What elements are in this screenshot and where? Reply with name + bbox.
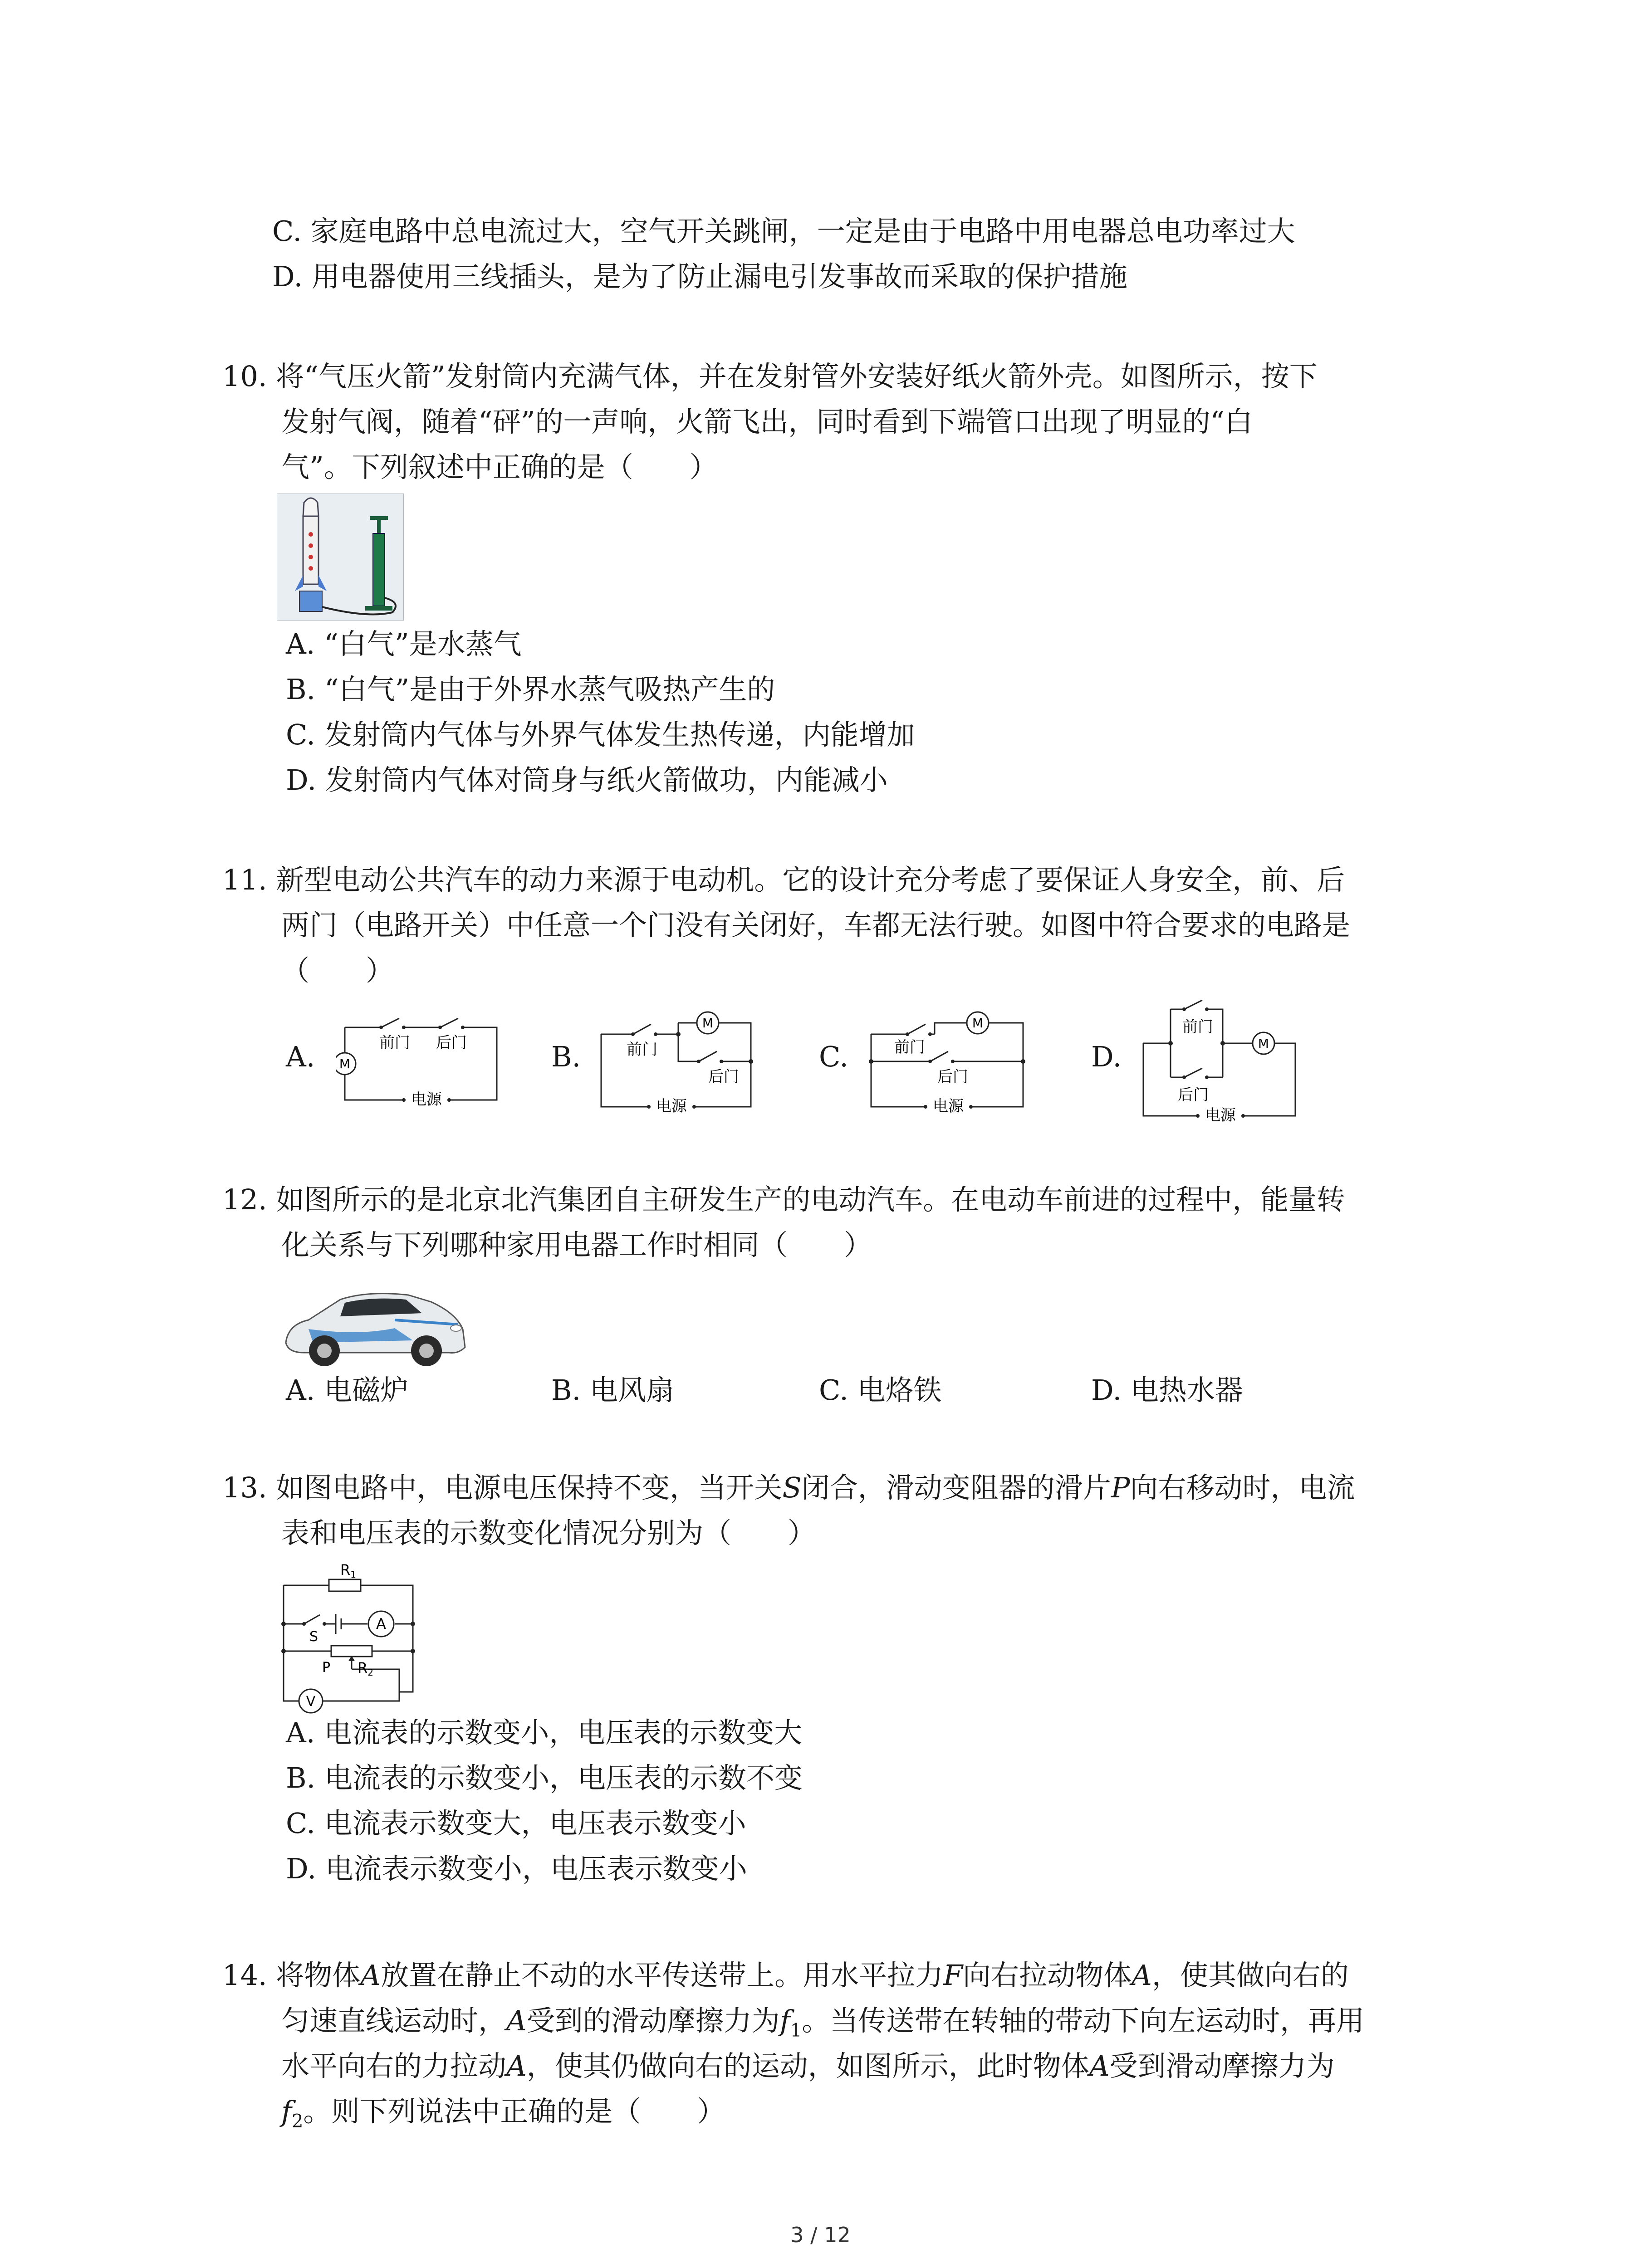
power-label: 电源 [656, 1097, 687, 1115]
motor-label: M [339, 1056, 351, 1071]
ammeter-label: A [376, 1615, 386, 1633]
q10-option-c[interactable]: C. 发射筒内气体与外界气体发生热传递，内能增加 [286, 718, 915, 751]
q11-option-d[interactable]: D. [1091, 1040, 1122, 1073]
rear-door-label: 后门 [708, 1068, 739, 1086]
switch-label: S [309, 1629, 318, 1645]
motor-label: M [1258, 1036, 1269, 1051]
q12-stem-line1: 12. 如图所示的是北京北汽集团自主研发生产的电动汽车。在电动车前进的过程中，能量转 [222, 1183, 1345, 1216]
r1-label: R1 [340, 1561, 356, 1580]
q11-circuit-a [336, 1005, 508, 1109]
q9-option-c: C. 家庭电路中总电流过大，空气开关跳闸，一定是由于电路中用电器总电功率过大 [272, 215, 1295, 248]
q14-stem-line1: 14. 将物体A放置在静止不动的水平传送带上。用水平拉力F向右拉动物体A，使其做向右的 [222, 1959, 1349, 1992]
rear-door-label: 后门 [436, 1034, 467, 1052]
q11-stem-line1: 11. 新型电动公共汽车的动力来源于电动机。它的设计充分考虑了要保证人身安全，前、后 [222, 863, 1345, 896]
front-door-label: 前门 [894, 1038, 925, 1056]
q13-circuit-diagram [277, 1560, 422, 1715]
motor-label: M [972, 1016, 984, 1031]
q13-stem-line1: 13. 如图电路中，电源电压保持不变，当开关S闭合，滑动变阻器的滑片P向右移动时，电流 [222, 1471, 1355, 1504]
q10-stem-line3: 气”。下列叙述中正确的是（ ） [281, 450, 718, 484]
q12-option-d[interactable]: D. 电热水器 [1091, 1374, 1243, 1407]
q12-option-a[interactable]: A. 电磁炉 [286, 1374, 409, 1407]
q14-stem-line4: $f_2$。则下列说法中正确的是（ ） [281, 2095, 725, 2132]
q14-stem-line3: 水平向右的力拉动A，使其仍做向右的运动，如图所示，此时物体A受到滑动摩擦力为 [281, 2049, 1335, 2082]
q11-circuit-b [594, 1002, 762, 1116]
q12-option-b[interactable]: B. 电风扇 [551, 1374, 674, 1407]
air-rocket-figure [277, 494, 404, 621]
q11-stem-line2: 两门（电路开关）中任意一个门没有关闭好，车都无法行驶。如图中符合要求的电路是 [281, 909, 1351, 942]
q13-stem-line2: 表和电压表的示数变化情况分别为（ ） [281, 1516, 816, 1549]
q11-option-b[interactable]: B. [551, 1040, 581, 1073]
page-number: 3 / 12 [790, 2223, 851, 2247]
q13-option-a[interactable]: A. 电流表的示数变小，电压表的示数变大 [286, 1716, 803, 1749]
voltmeter-label: V [306, 1694, 316, 1710]
front-door-label: 前门 [379, 1034, 410, 1052]
q12-option-c[interactable]: C. 电烙铁 [819, 1374, 942, 1407]
q13-option-c[interactable]: C. 电流表示数变大，电压表示数变小 [286, 1807, 746, 1840]
q11-option-a[interactable]: A. [286, 1040, 315, 1073]
q11-stem-line3: （ ） [281, 954, 394, 987]
q13-option-b[interactable]: B. 电流表的示数变小，电压表的示数不变 [286, 1761, 803, 1794]
power-label: 电源 [411, 1090, 442, 1109]
front-door-label: 前门 [1182, 1018, 1213, 1036]
q13-option-d[interactable]: D. 电流表示数变小，电压表示数变小 [286, 1852, 747, 1885]
rear-door-label: 后门 [937, 1068, 968, 1086]
q11-circuit-d [1139, 996, 1307, 1127]
q10-stem-line1: 10. 将“气压火箭”发射筒内充满气体，并在发射管外安装好纸火箭外壳。如图所示，按下 [222, 360, 1318, 393]
q11-circuit-c [862, 1002, 1034, 1116]
q10-stem-line2: 发射气阀，随着“砰”的一声响，火箭飞出，同时看到下端管口出现了明显的“白 [281, 405, 1253, 438]
q12-stem-line2: 化关系与下列哪种家用电器工作时相同（ ） [281, 1228, 872, 1261]
q10-option-d[interactable]: D. 发射筒内气体对筒身与纸火箭做功，内能减小 [286, 763, 888, 797]
slider-label: P [322, 1660, 331, 1676]
motor-label: M [702, 1016, 714, 1031]
q14-stem-line2: 匀速直线运动时，A受到的滑动摩擦力为$f_1$。当传送带在转轴的带动下向左运动时，再用 [281, 2004, 1365, 2041]
electric-car-image [277, 1275, 472, 1374]
q11-option-c[interactable]: C. [819, 1040, 848, 1073]
front-door-label: 前门 [627, 1041, 657, 1059]
r2-label: R2 [358, 1659, 373, 1678]
power-label: 电源 [933, 1097, 964, 1115]
rear-door-label: 后门 [1178, 1086, 1209, 1104]
q10-option-b[interactable]: B. “白气”是由于外界水蒸气吸热产生的 [286, 673, 775, 706]
power-label: 电源 [1205, 1106, 1236, 1124]
q10-option-a[interactable]: A. “白气”是水蒸气 [286, 627, 522, 660]
q9-option-d: D. 用电器使用三线插头，是为了防止漏电引发事故而采取的保护措施 [272, 260, 1127, 293]
